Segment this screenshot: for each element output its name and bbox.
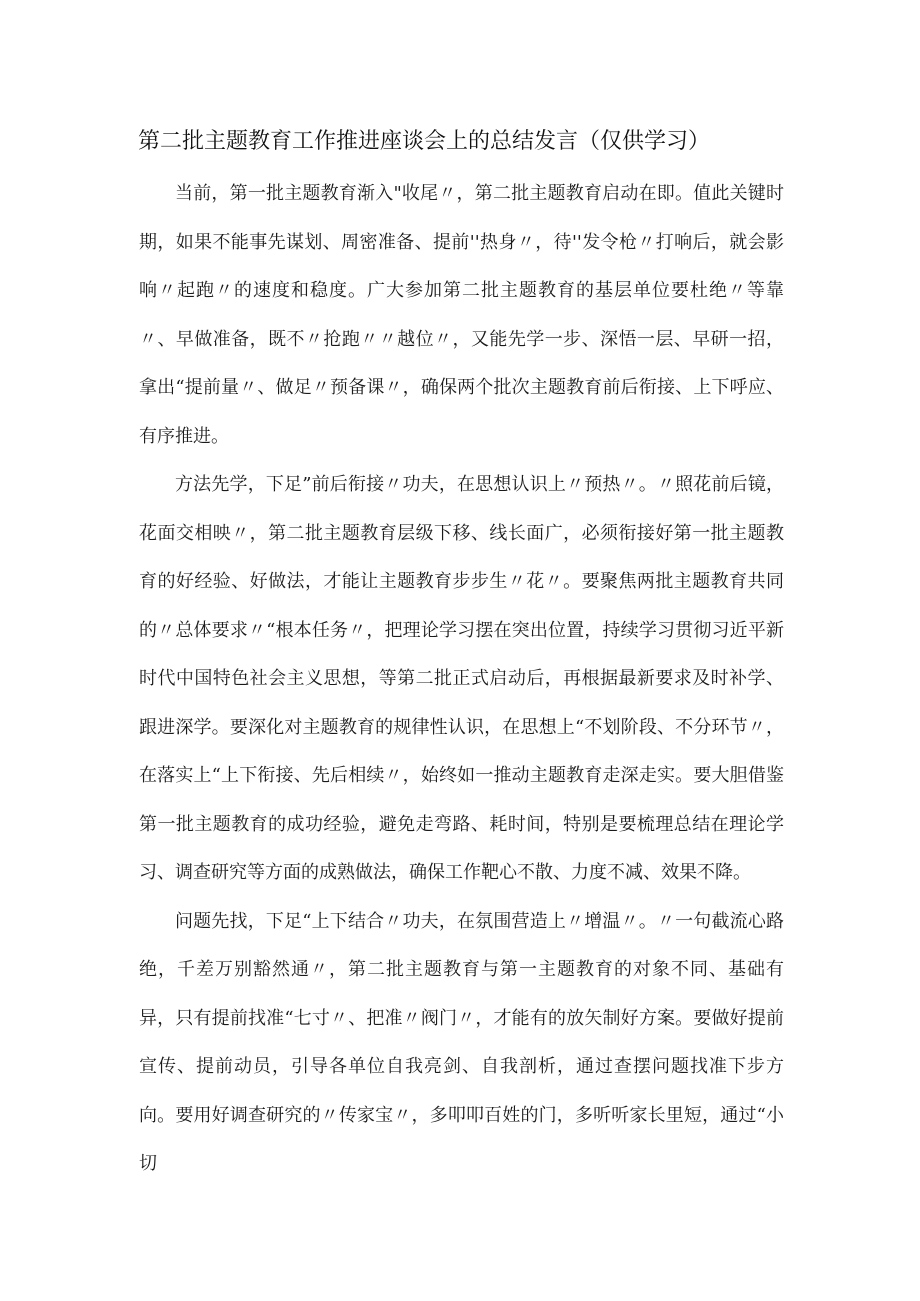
paragraph-3: 问题先找，下足“上下结合〃功夫，在氛围营造上〃增温〃。〃一句截流心路绝，千差万别豁然通〃，第二批主题教育与第一主题教育的对象不同、基础有异，只有提前找准“七寸〃、把准〃阀门〃，才能有的放矢制好方案。要做好提前宣传、提前动员，引导各单位自我亮剑、自我剖析，通过查摆问题找准下步方向。要用好调查研究的〃传家宝〃，多叩叩百姓的门，多听听家长里短，通过“小切 (139, 910, 784, 1174)
document-body (139, 170, 784, 1189)
paragraph-2: 方法先学，下足”前后衔接〃功夫，在思想认识上〃预热〃。〃照花前后镜，花面交相映〃，第二批主题教育层级下移、线长面广，必须衔接好第一批主题教育的好经验、好做法，才能让主题教育步步生〃花〃。要聚焦两批主题教育共同的〃总体要求〃“根本任务〃，把理论学习摆在突出位置，持续学习贯彻习近平新时代中国特色社会主义思想，等第二批正式启动后，再根据最新要求及时补学、跟进深学。要深化对主题教育的规律性认识，在思想上“不划阶段、不分环节〃，在落实上“上下衔接、先后相续〃，始终如一推动主题教育走深走实。要大胆借鉴第一批主题教育的成功经验，避免走弯路、耗时间，特别是要梳理总结在理论学习、调查研究等方面的成熟做法，确保工作靶心不散、力度不减、效果不降。 (139, 474, 784, 883)
document-title: 第二批主题教育工作推进座谈会上的总结发言（仅供学习） (138, 129, 711, 154)
paragraph-1: 当前，第一批主题教育渐入"收尾〃，第二批主题教育启动在即。值此关键时期，如果不能事先谋划、周密准备、提前''热身〃，待''发令枪〃打响后，就会影响〃起跑〃的速度和稳度。广大参加第二批主题教育的基层单位要杜绝〃等靠〃、早做准备，既不〃抢跑〃〃越位〃，又能先学一步、深悟一层、早研一招，拿出“提前量〃、做足〃预备课〃，确保两个批次主题教育前后衔接、上下呼应、有序推进。 (139, 183, 784, 447)
